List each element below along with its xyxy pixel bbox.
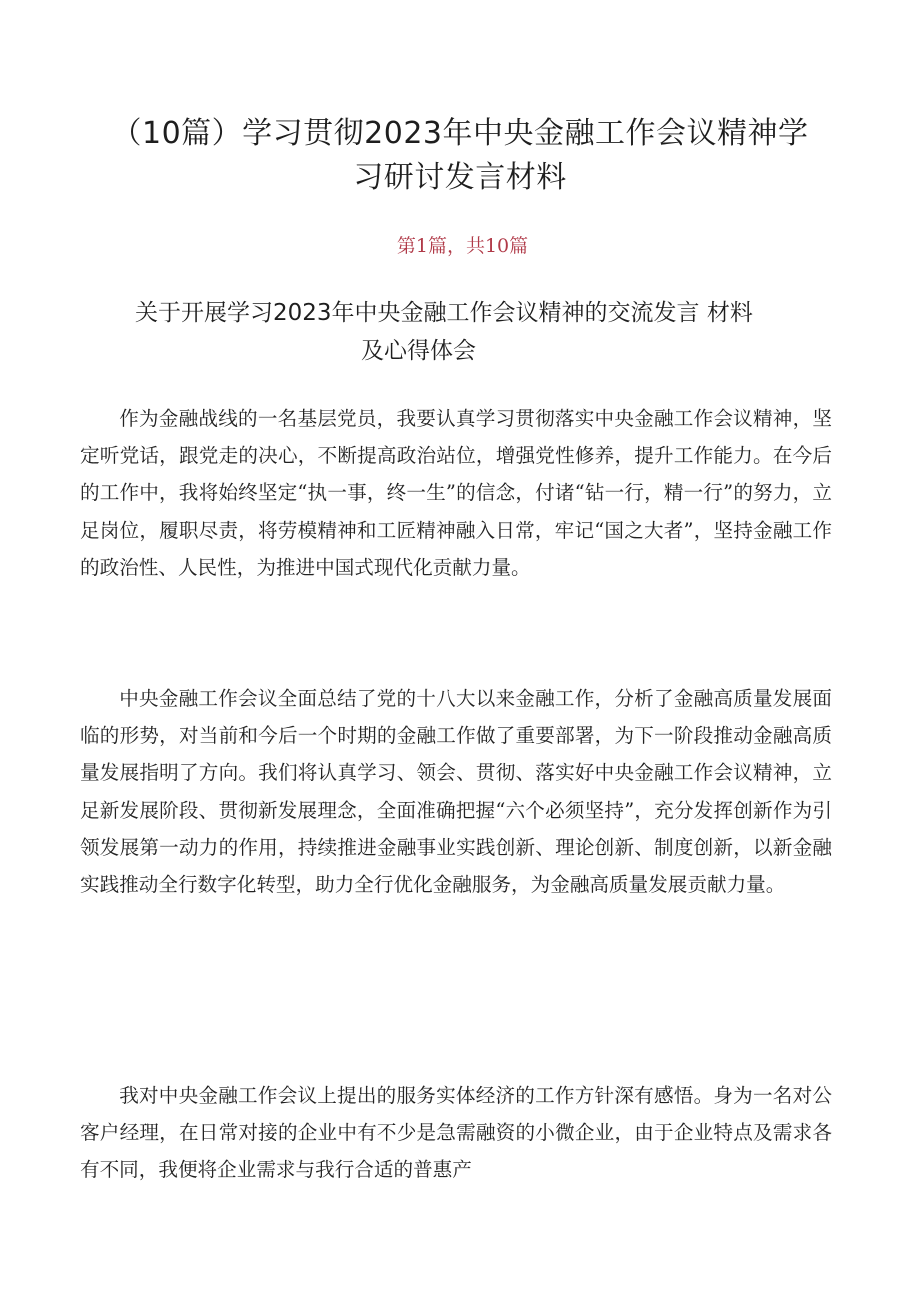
article-subtitle-line-1: 关于开展学习2023年中央金融工作会议精神的交流发言 材料 — [135, 300, 753, 326]
body-paragraph-2: 中央金融工作会议全面总结了党的十八大以来金融工作，分析了金融高质量发展面临的形势，对当前和今后一个时期的金融工作做了重要部署，为下一阶段推动金融高质量发展指明了方向。我们将认真学习、领会、贯彻、落实好中央金融工作会议精神，立足新发展阶段、贯彻新发展理念，全面准确把握“六个必须坚持”，充分发挥创新作为引领发展第一动力的作用，持续推进金融事业实践创新、理论创新、制度创新，以新金融实践推动全行数字化转型，助力全行优化金融服务，为金融高质量发展贡献力量。 — [80, 687, 832, 897]
document-title-line-2: 习研讨发言材料 — [353, 160, 567, 195]
body-paragraph-1: 作为金融战线的一名基层党员，我要认真学习贯彻落实中央金融工作会议精神，坚定听党话，跟党走的决心，不断提高政治站位，增强党性修养，提升工作能力。在今后的工作中，我将始终坚定“执一事，终一生”的信念，付诸“钻一行，精一行”的努力，立足岗位，履职尽责，将劳模精神和工匠精神融入日常，牢记“国之大者”，坚持金融工作的政治性、人民性，为推进中国式现代化贡献力量。 — [80, 407, 832, 579]
body-paragraph-3: 我对中央金融工作会议上提出的服务实体经济的工作方针深有感悟。身为一名对公客户经理，在日常对接的企业中有不少是急需融资的小微企业，由于企业特点及需求各有不同，我便将企业需求与我行合适的普惠产 — [80, 1084, 832, 1182]
document-title-line-1: （10篇）学习贯彻2023年中央金融工作会议精神学 — [111, 116, 809, 151]
document-title — [60, 112, 860, 200]
part-label: 第1篇，共10篇 — [396, 235, 529, 257]
article-subtitle — [135, 294, 855, 370]
article-subtitle-line-2: 及心得体会 — [361, 338, 476, 364]
